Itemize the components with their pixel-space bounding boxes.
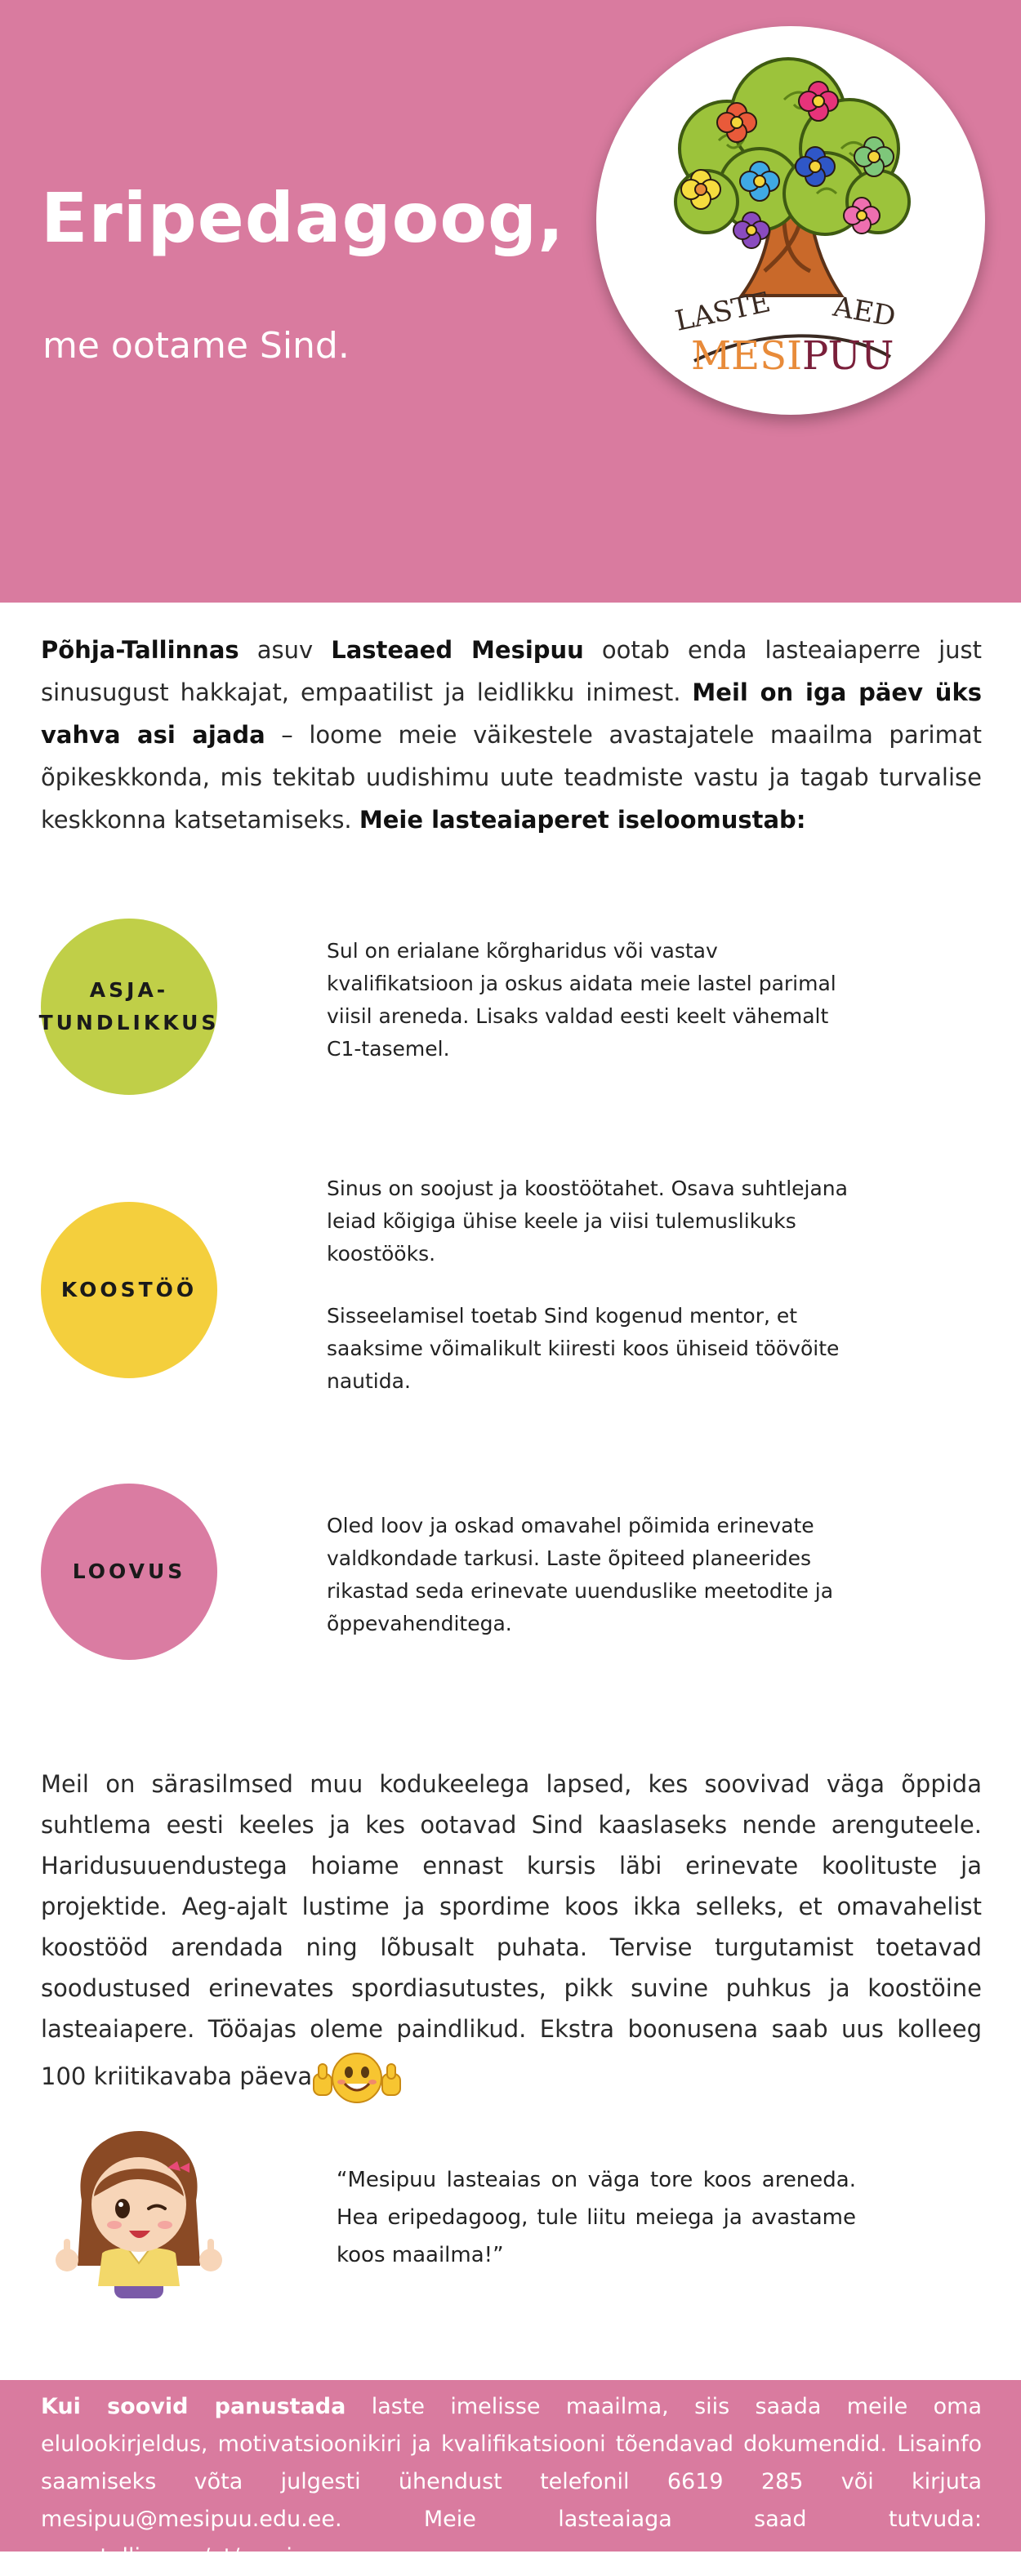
trait-description: [327, 935, 849, 1066]
logo-word-laste: LASTE: [672, 286, 774, 338]
page-title: Eripedagoog,: [41, 178, 565, 258]
hero-banner: [0, 0, 1021, 603]
trait-text: Oled loov ja oskad omavahel põimida erinevate valdkondade tarkusi. Laste õpiteed planeerides rikastad seda erinevate uuenduslike meetodite ja õppevahenditega.: [327, 1514, 834, 1635]
trait-text: Sisseelamisel toetab Sind kogenud mentor, et saaksime võimalikult kiiresti koos ühiseid töövõite nautida.: [327, 1304, 840, 1393]
logo-name: [691, 333, 894, 379]
intro-text: ootab enda lasteaiaperre just sinusugust hakkajat, empaatilist ja leidlikku inimest.: [41, 636, 983, 706]
logo-word-aed: AED: [831, 290, 898, 334]
logo-name-part-b: PUU: [802, 333, 894, 379]
page-subtitle: me ootame Sind.: [42, 325, 350, 367]
trait-description: [327, 1510, 849, 1640]
intro-kindergarten-name: Lasteaed Mesipuu: [331, 636, 584, 664]
trait-text: Sul on erialane kõrgharidus või vastav kvalifikatsioon ja oskus aidata meie lastel parimal viisil areneda. Lisaks valdad eesti keelt vähemalt C1-tasemel.: [327, 939, 836, 1061]
footer-lead: Kui soovid panustada: [41, 2394, 346, 2419]
logo: [596, 26, 985, 415]
trait-label: TUNDLIKKUS: [38, 1011, 220, 1034]
testimonial-quote: “Mesipuu lasteaias on väga tore koos areneda. Hea eripedagoog, tule liitu meiega ja avastame koos maailma!”: [337, 2168, 856, 2267]
intro-lead-in: Meie lasteaiaperet iseloomustab:: [359, 806, 806, 834]
intro-text: – loome meie väikestele avastajatele maailma parimat õpikeskkonda, mis tekitab uudishimu uute teadmiste vastu ja tagab turvalise keskkonna katsetamiseks.: [41, 721, 982, 834]
footer-banner: [0, 2380, 1021, 2569]
trait-label: ASJA-: [89, 978, 169, 1002]
intro-text: asuv: [239, 636, 332, 664]
trait-badge-asjatundlikkus: [38, 919, 220, 1095]
girl-illustration-icon: [57, 2123, 221, 2302]
trait-label: LOOVUS: [72, 1559, 186, 1583]
benefits-text: Meil on särasilmsed muu kodukeelega lapsed, kes soovivad väga õppida suhtlema eesti keeles ja kes ootavad Sind kaaslaseks nende arenguteele. Haridusuuendustega hoiame ennast kursis läbi erinevate koolituste ja projektide. Aeg-ajalt lustime ja spordime koos ikka selleks, et omavahelist koostööd arendada ning lõbusalt puhata. Tervise turgutamist toetavad soodustused erinevates spordiasutustes, pikk suvine puhkus ja koostöine lasteaiapere. Tööajas oleme paindlikud. Ekstra boonusena saab uus kolleeg 100 kriitikavaba päeva: [41, 1770, 982, 2090]
footer-contact-text: [41, 2388, 982, 2576]
logo-name-part-a: MESI: [691, 333, 803, 379]
intro-paragraph: [41, 629, 982, 841]
trait-label: KOOSTÖÖ: [60, 1278, 198, 1301]
thumbs-up-emoji-icon: [312, 2049, 402, 2107]
benefits-paragraph: [41, 1764, 982, 2107]
trait-badge-koostoo: [41, 1202, 217, 1378]
trait-description: [327, 1172, 849, 1398]
intro-highlight: Meil on iga päev üks vahva asi ajada: [41, 678, 982, 749]
trait-badge-loovus: [41, 1484, 217, 1660]
footer-body: laste imelisse maailma, siis saada meile oma elulookirjeldus, motivatsioonikiri ja kvalifikatsiooni tõendavad dokumendid. Lisainfo saamiseks võta julgesti ühendust telefonil 6619 285 või kirjuta mesipuu@mesipuu.edu.ee. Meie lasteaiaga saad tutvuda: www.tallinn.ee/et/mesipuu.: [41, 2394, 983, 2569]
trait-text: Sinus on soojust ja koostöötahet. Osava suhtlejana leiad kõigiga ühise keele ja viisi tulemuslikuks koostööks.: [327, 1177, 848, 1266]
intro-location: Põhja-Tallinnas: [41, 636, 239, 664]
